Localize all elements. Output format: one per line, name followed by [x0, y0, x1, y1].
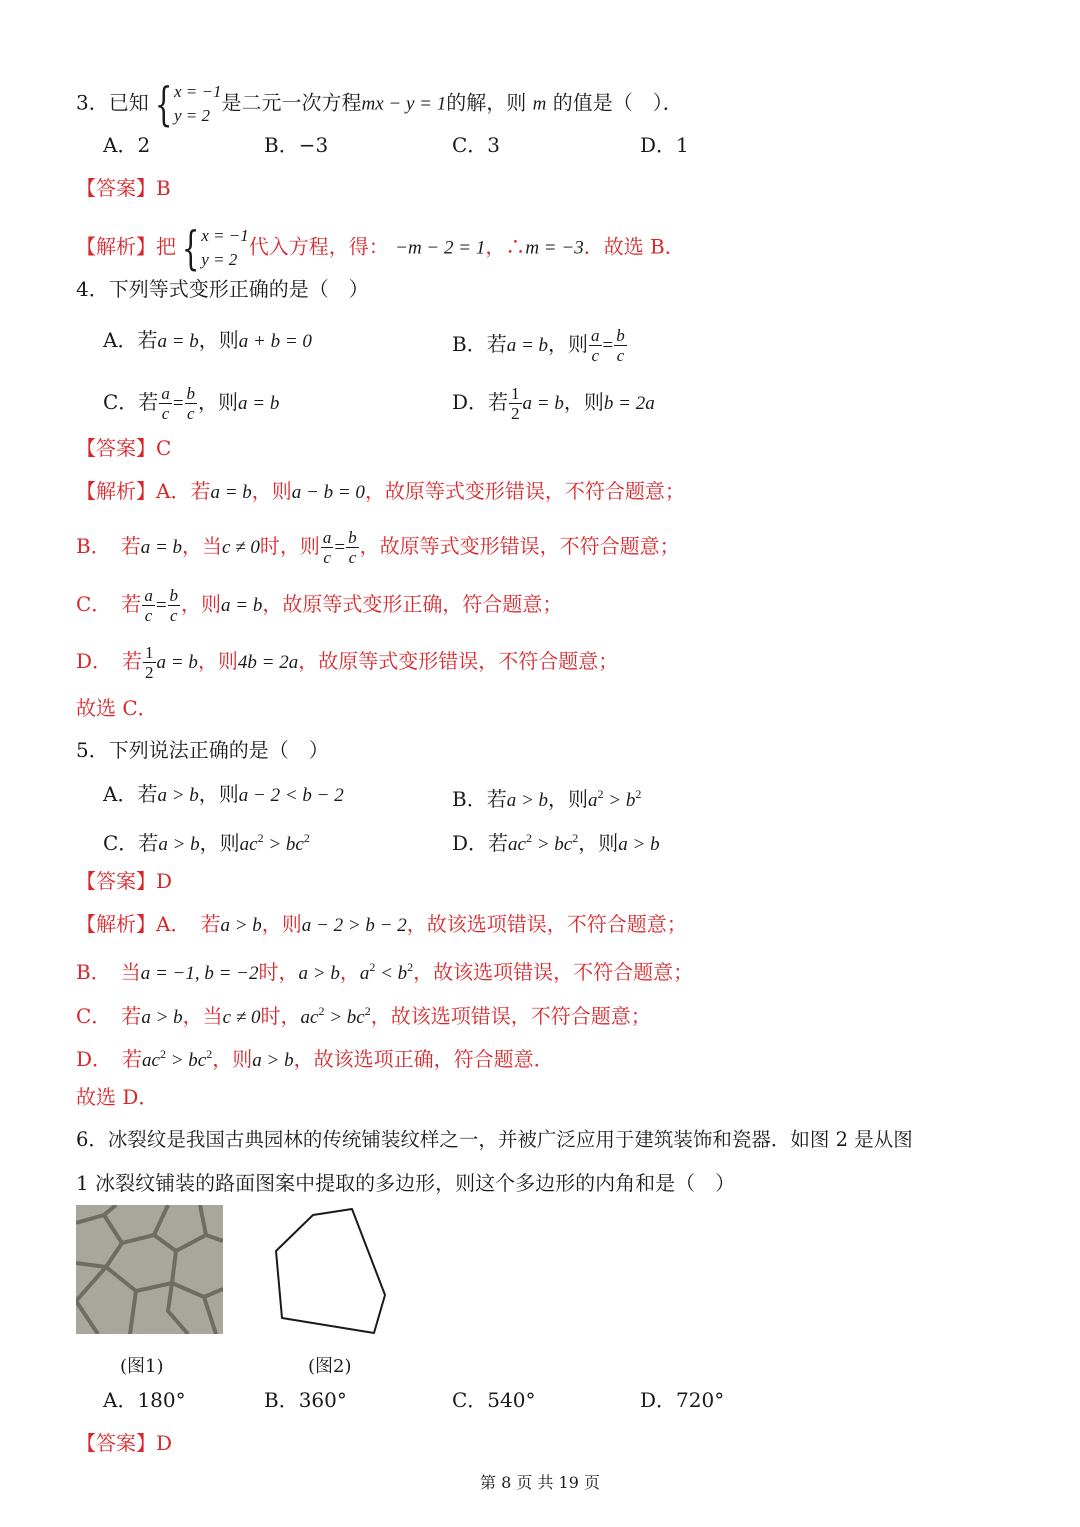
q5-option-c: C．若a > b，则$ac^2 > bc^2$	[103, 831, 310, 855]
q3-answer: 【答案】B	[76, 176, 171, 200]
q3-option-c: C．3	[452, 133, 501, 157]
figure-2-caption: (图2)	[308, 1356, 352, 1377]
q4-analysis-a: 【解析】A．若a = b，则a − b = 0，故原等式变形错误，不符合题意；	[76, 479, 685, 503]
q4-option-d: D．若 $\frac{1}{2}$ a = b，则b = 2a	[452, 384, 655, 423]
q6-option-d: D．720°	[640, 1388, 725, 1412]
q4-answer: 【答案】C	[76, 436, 172, 460]
question-6-stem-line-1: 6．冰裂纹是我国古典园林的传统铺装纹样之一，并被广泛应用于建筑装饰和瓷器．如图 2 是从图	[76, 1128, 913, 1151]
equation-system: { x = −1 y = 2	[154, 77, 222, 131]
q6-option-b: B．360°	[264, 1388, 347, 1412]
q4-conclusion: 故选 C．	[76, 696, 158, 720]
question-3-stem: 3．已知 { x = −1 y = 2 是二元一次方程mx − y = 1的解，则 m 的值是（ ）．	[76, 77, 683, 131]
question-4-stem: 4．下列等式变形正确的是（ ）	[76, 277, 369, 301]
q5-answer: 【答案】D	[76, 869, 173, 893]
q3-option-b: B．−3	[264, 133, 329, 157]
q3-option-a: A．2	[103, 133, 151, 157]
q3-option-d: D．1	[640, 133, 689, 157]
q3-analysis: 【解析】把 { x = −1 y = 2 代入方程，得： −m − 2 = 1，∴m = −3．故选 B．	[76, 221, 685, 275]
q4-option-a: A．若a = b，则a + b = 0	[103, 328, 312, 352]
q5-analysis-d: D． 若$ac^2 > bc^2$，则a > b，故该选项正确，符合题意．	[76, 1047, 554, 1071]
q6-option-a: A．180°	[103, 1388, 186, 1412]
equation-system: { x = −1 y = 2	[181, 221, 249, 275]
q6-answer: 【答案】D	[76, 1431, 173, 1455]
figure-2-polygon	[270, 1205, 390, 1335]
question-6-stem-line-2: 1 冰裂纹铺装的路面图案中提取的多边形，则这个多边形的内角和是（ ）	[76, 1171, 736, 1195]
stone-background	[76, 1205, 223, 1334]
figure-1-ice-crack-pavement-photo	[76, 1205, 223, 1334]
q5-analysis-c: C． 若a > b，当c ≠ 0时，$ac^2 > bc^2$，故该选项错误，不符合题意；	[76, 1004, 651, 1028]
q6-option-c: C．540°	[452, 1388, 536, 1412]
question-5-stem: 5．下列说法正确的是（ ）	[76, 738, 329, 762]
q5-option-a: A．若a > b，则a − 2 < b − 2	[103, 782, 344, 806]
polygon-outline	[276, 1209, 385, 1333]
q5-conclusion: 故选 D．	[76, 1085, 159, 1109]
q5-option-b: B．若a > b，则$a^2 > b^2$	[452, 787, 642, 811]
page-footer: 第 8 页 共 19 页	[480, 1473, 600, 1492]
question-number: 3．	[76, 90, 109, 115]
figure-1-caption: (图1)	[120, 1356, 164, 1377]
q4-analysis-d: D． 若 $\frac{1}{2}$ a = b，则4b = 2a，故原等式变形错误，不符合题意；	[76, 643, 619, 682]
q5-analysis-a: 【解析】A． 若a > b，则a − 2 > b − 2，故该选项错误，不符合题意；	[76, 912, 687, 936]
q4-option-c: C．若 $\frac{a}{c}$ = $\frac{b}{c}$ ，则a = b	[103, 384, 280, 423]
q5-analysis-b: B． 当a = −1, b = −2时，a > b，$a^2 < b^2$，故该选项错误，不符合题意；	[76, 960, 694, 984]
q5-option-d: D．若$ac^2 > bc^2$，则a > b	[452, 831, 660, 855]
q4-option-b: B．若a = b，则 $\frac{a}{c}$ = $\frac{b}{c}$	[452, 326, 625, 365]
q4-analysis-b: B． 若a = b，当c ≠ 0时，则 $\frac{a}{c}$ = $\frac{b}{c}$ ，故原等式变形错误，不符合题意；	[76, 528, 680, 567]
q4-analysis-c: C． 若 $\frac{a}{c}$ = $\frac{b}{c}$ ，则a = b，故原等式变形正确，符合题意；	[76, 586, 563, 625]
